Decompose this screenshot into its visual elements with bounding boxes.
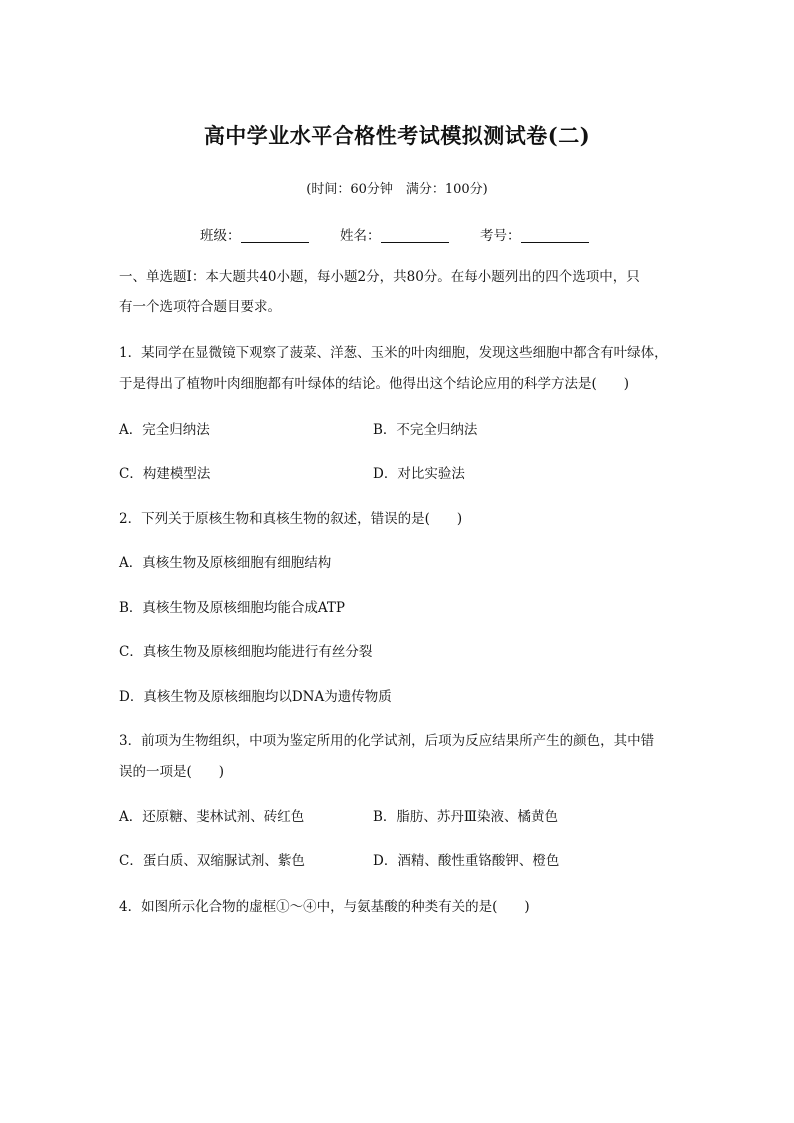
option-d: D．对比实验法 [373,466,465,482]
number-blank [521,228,589,243]
option-b: B．不完全归纳法 [373,422,478,438]
question-stem: 1．某同学在显微镜下观察了菠菜、洋葱、玉米的叶肉细胞，发现这些细胞中都含有叶绿体， [119,345,668,361]
exam-time-score: (时间：60分钟 满分：100分) [306,182,488,197]
number-label: 考号： [480,228,521,244]
question-stem: 4．如图所示化合物的虚框①～④中，与氨基酸的种类有关的是( ) [119,899,530,915]
section-intro-line: 有一个选项符合题目要求。 [119,299,281,315]
option-d: D．真核生物及原核细胞均以DNA为遗传物质 [119,689,392,705]
name-field [340,224,449,244]
question-stem: 于是得出了植物叶肉细胞都有叶绿体的结论。他得出这个结论应用的科学方法是( ) [119,376,630,392]
question-stem: 2．下列关于原核生物和真核生物的叙述，错误的是( ) [119,511,463,527]
option-b: B．脂肪、苏丹Ⅲ染液、橘黄色 [373,809,558,825]
option-c: C．真核生物及原核细胞均能进行有丝分裂 [119,644,373,660]
page-title: 高中学业水平合格性考试模拟测试卷(二) [203,123,591,148]
name-blank [381,228,449,243]
option-c: C．构建模型法 [119,466,211,482]
option-c: C．蛋白质、双缩脲试剂、紫色 [119,853,305,869]
option-a: A．真核生物及原核细胞有细胞结构 [119,555,332,571]
option-d: D．酒精、酸性重铬酸钾、橙色 [373,853,560,869]
number-field [480,224,589,244]
option-a: A．完全归纳法 [119,422,210,438]
name-label: 姓名： [340,228,381,244]
question-stem: 误的一项是( ) [119,764,225,780]
option-a: A．还原糖、斐林试剂、砖红色 [119,809,305,825]
option-b: B．真核生物及原核细胞均能合成ATP [119,600,346,616]
class-blank [241,228,309,243]
class-field [200,224,309,244]
section-intro-line: 一、单选题Ⅰ：本大题共40小题，每小题2分，共80分。在每小题列出的四个选项中，只 [119,269,640,285]
question-stem: 3．前项为生物组织，中项为鉴定所用的化学试剂，后项为反应结果所产生的颜色，其中错 [119,733,655,749]
class-label: 班级： [200,228,241,244]
